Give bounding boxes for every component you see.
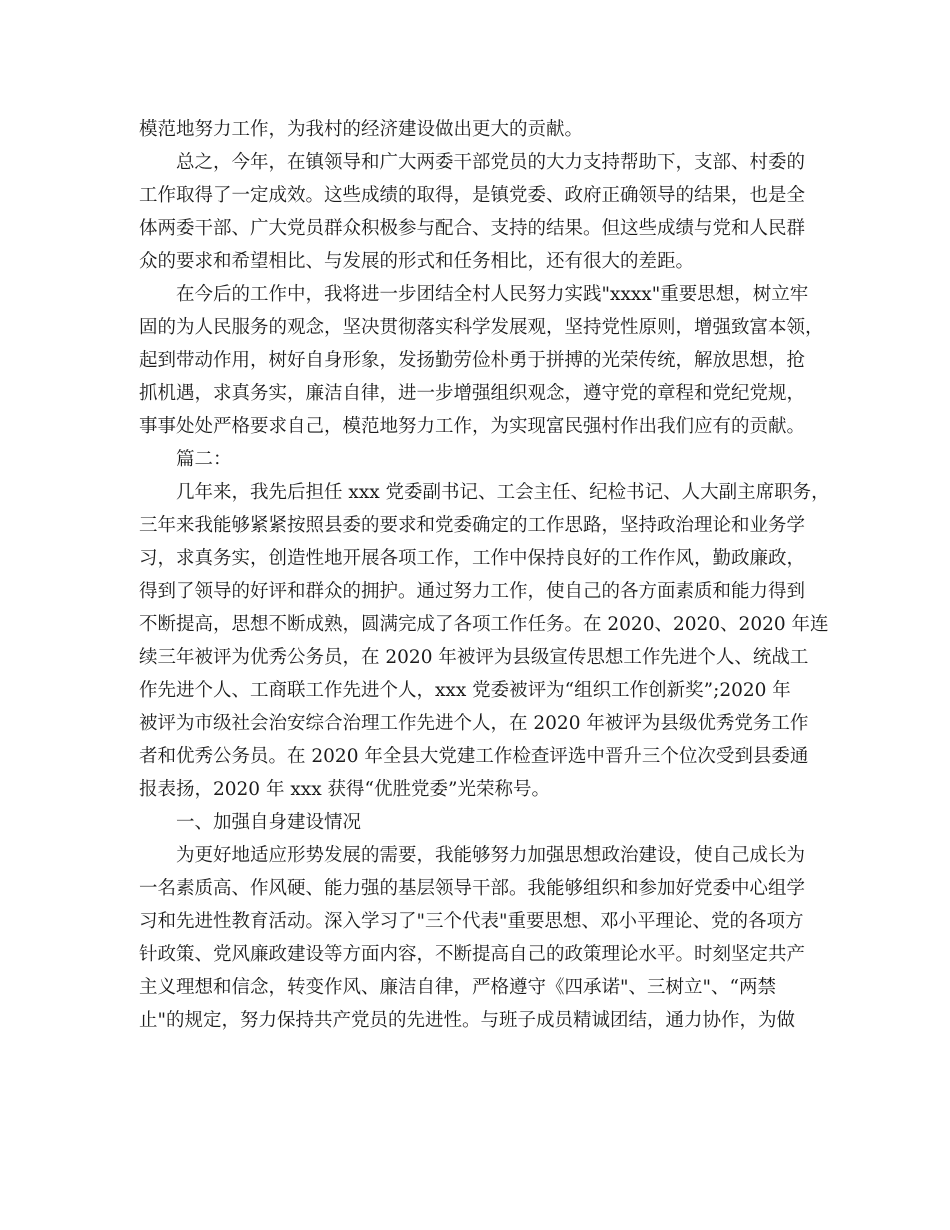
text-line: 工作取得了一定成效。这些成绩的取得，是镇党委、政府正确领导的结果，也是全 xyxy=(139,185,806,206)
text-line: 众的要求和希望相比、与发展的形式和任务相比，还有很大的差距。 xyxy=(139,251,695,272)
text-line: 习，求真务实，创造性地开展各项工作，工作中保持良好的工作作风，勤政廉政， xyxy=(139,548,806,569)
text-line: 报表扬，2020 年 xxx 获得“优胜党委”光荣称号。 xyxy=(139,779,550,800)
text-line: 者和优秀公务员。在 2020 年全县大党建工作检查评选中晋升三个位次受到县委通 xyxy=(139,746,809,767)
text-line: 体两委干部、广大党员群众积极参与配合、支持的结果。但这些成绩与党和人民群 xyxy=(139,218,806,239)
text-line: 作先进个人、工商联工作先进个人，xxx 党委被评为“组织工作创新奖”;2020 年 xyxy=(139,680,791,701)
text-line: 模范地努力工作，为我村的经济建设做出更大的贡献。 xyxy=(139,119,584,140)
text-line: 三年来我能够紧紧按照县委的要求和党委确定的工作思路，坚持政治理论和业务学 xyxy=(139,515,806,536)
text-line: 事事处处严格要求自己，模范地努力工作，为实现富民强村作出我们应有的贡献。 xyxy=(139,416,806,437)
text-line: 续三年被评为优秀公务员，在 2020 年被评为县级宣传思想工作先进个人、统战工 xyxy=(139,647,809,668)
text-line: 习和先进性教育活动。深入学习了"三个代表"重要思想、邓小平理论、党的各项方 xyxy=(139,911,804,932)
text-line: 几年来，我先后担任 xxx 党委副书记、工会主任、纪检书记、人大副主席职务， xyxy=(176,482,830,503)
text-line: 主义理想和信念，转变作风、廉洁自律，严格遵守《四承诺"、三树立"、“两禁 xyxy=(139,977,776,998)
text-line: 在今后的工作中，我将进一步团结全村人民努力实践"xxxx"重要思想，树立牢 xyxy=(176,284,809,305)
text-line: 针政策、党风廉政建设等方面内容，不断提高自己的政策理论水平。时刻坚定共产 xyxy=(139,944,806,965)
text-line: 止"的规定，努力保持共产党员的先进性。与班子成员精诚团结，通力协作，为做 xyxy=(139,1010,796,1031)
text-line: 得到了领导的好评和群众的拥护。通过努力工作，使自己的各方面素质和能力得到 xyxy=(139,581,806,602)
text-line: 总之，今年，在镇领导和广大两委干部党员的大力支持帮助下，支部、村委的 xyxy=(176,152,806,173)
section-heading: 一、加强自身建设情况 xyxy=(176,812,362,833)
text-line: 不断提高，思想不断成熟，圆满完成了各项工作任务。在 2020、2020、2020 年连 xyxy=(139,614,829,635)
text-line: 固的为人民服务的观念，坚决贯彻落实科学发展观，坚持党性原则，增强致富本领， xyxy=(139,317,824,338)
text-line: 被评为市级社会治安综合治理工作先进个人，在 2020 年被评为县级优秀党务工作 xyxy=(139,713,809,734)
text-line: 一名素质高、作风硬、能力强的基层领导干部。我能够组织和参加好党委中心组学 xyxy=(139,878,806,899)
section-heading: 篇二： xyxy=(176,449,232,470)
text-line: 抓机遇，求真务实，廉洁自律，进一步增强组织观念，遵守党的章程和党纪党规， xyxy=(139,383,806,404)
text-line: 为更好地适应形势发展的需要，我能够努力加强思想政治建设，使自己成长为 xyxy=(176,845,806,866)
text-line: 起到带动作用，树好自身形象，发扬勤劳俭朴勇于拼搏的光荣传统，解放思想，抢 xyxy=(139,350,806,371)
